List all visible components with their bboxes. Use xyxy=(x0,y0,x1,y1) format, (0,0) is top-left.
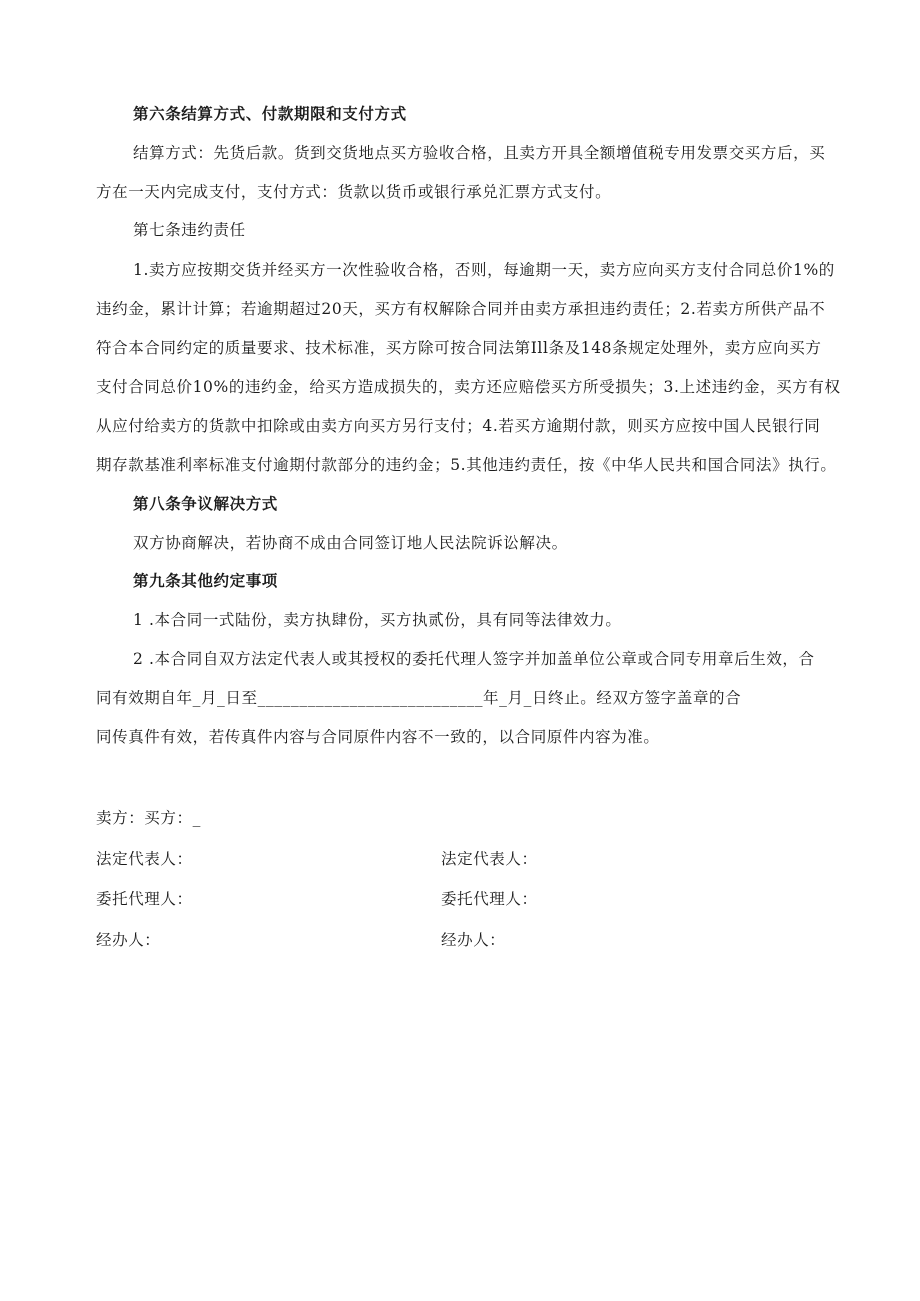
article7-heading: 第七条违约责任 xyxy=(133,221,246,239)
article9-item-2-line-3: 同传真件有效，若传真件内容与合同原件内容不一致的，以合同原件内容为准。 xyxy=(96,728,660,746)
buyer-agent-label: 委托代理人： xyxy=(441,890,538,908)
article7-line-3: 符合本合同约定的质量要求、技术标准，买方除可按合同法第Ill条及148条规定处理外，卖方应向买方 xyxy=(96,339,822,357)
buyer-legal-rep-label: 法定代表人： xyxy=(441,850,538,868)
article7-line-1: 1.卖方应按期交货并经买方一次性验收合格，否则，每逾期一天，卖方应向买方支付合同总价1%的 xyxy=(133,261,835,279)
seller-agent-label: 委托代理人： xyxy=(96,890,193,908)
article6-line-1: 结算方式：先货后款。货到交货地点买方验收合格，且卖方开具全额增值税专用发票交买方后，买 xyxy=(133,144,826,162)
article9-item-1: 1 .本合同一式陆份，卖方执肆份，买方执贰份，具有同等法律效力。 xyxy=(133,611,622,629)
signature-parties: 卖方：买方：_ xyxy=(96,809,201,827)
article7-line-2: 违约金，累计计算；若逾期超过20天，买方有权解除合同并由卖方承担违约责任；2.若卖方所供产品不 xyxy=(96,300,826,318)
article7-line-4: 支付合同总价10%的违约金，给买方造成损失的，卖方还应赔偿买方所受损失；3.上述违约金，买方有权 xyxy=(96,378,841,396)
article9-item-2-line-2: 同有效期自年_月_日至___________________________年_月_日终止。经双方签字盖章的合 xyxy=(96,689,742,707)
article7-line-5: 从应付给卖方的货款中扣除或由卖方向买方另行支付；4.若买方逾期付款，则买方应按中国人民银行同 xyxy=(96,417,821,435)
seller-handler-label: 经办人： xyxy=(96,931,161,949)
article8-line-1: 双方协商解决，若协商不成由合同签订地人民法院诉讼解决。 xyxy=(133,534,568,552)
article6-heading: 第六条结算方式、付款期限和支付方式 xyxy=(133,104,407,123)
article9-heading: 第九条其他约定事项 xyxy=(133,571,278,590)
article6-line-2: 方在一天内完成支付，支付方式：货款以货币或银行承兑汇票方式支付。 xyxy=(96,183,612,201)
article8-heading: 第八条争议解决方式 xyxy=(133,494,278,513)
seller-legal-rep-label: 法定代表人： xyxy=(96,850,193,868)
buyer-handler-label: 经办人： xyxy=(441,931,506,949)
article7-line-6: 期存款基准利率标准支付逾期付款部分的违约金；5.其他违约责任，按《中华人民共和国合同法》执行。 xyxy=(96,456,837,474)
article9-item-2-line-1: 2 .本合同自双方法定代表人或其授权的委托代理人签字并加盖单位公章或合同专用章后生效，合 xyxy=(133,650,815,668)
